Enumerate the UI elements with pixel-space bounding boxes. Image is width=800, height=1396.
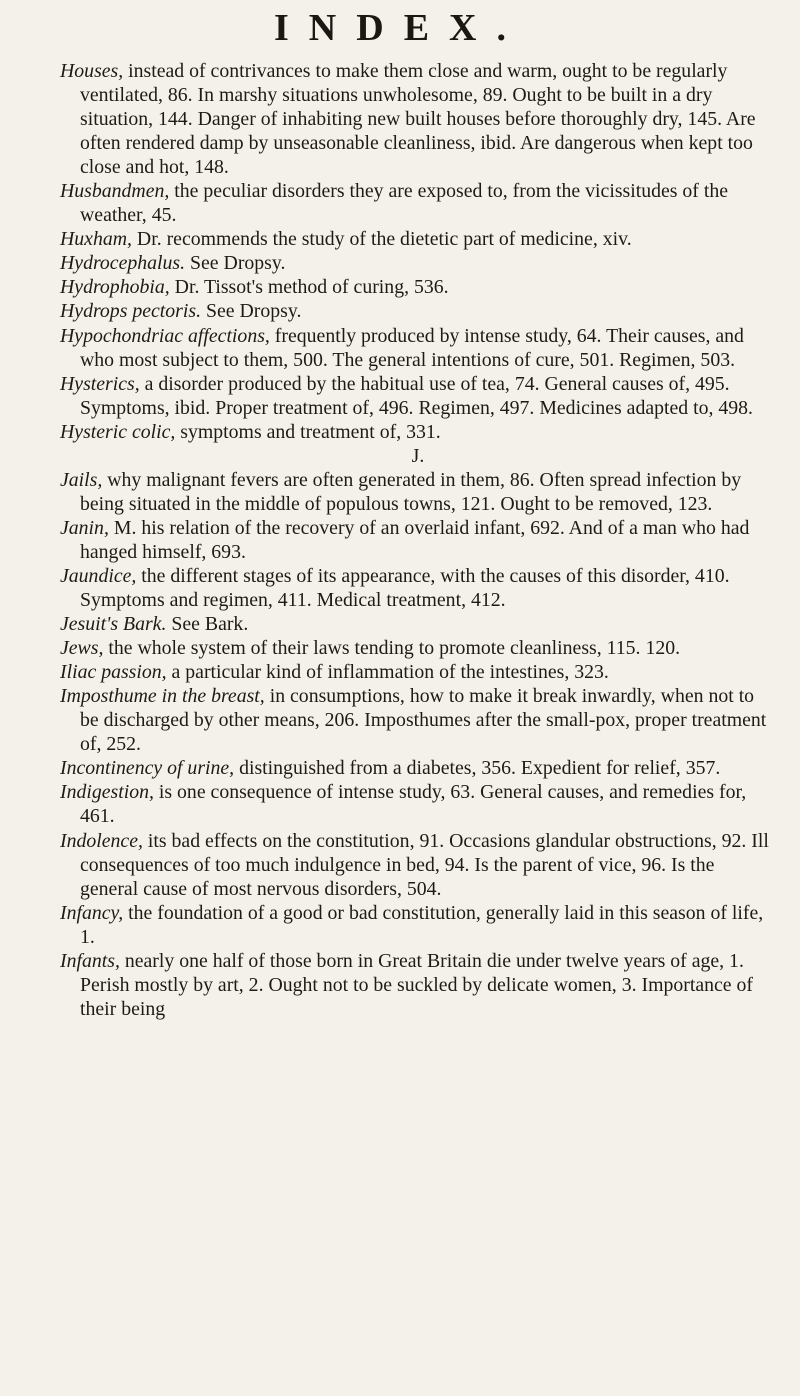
index-entry (60, 299, 776, 323)
index-entry (60, 227, 776, 251)
index-entry (60, 251, 776, 275)
section-letter: J. (411, 444, 425, 467)
index-entry (60, 901, 776, 949)
entry-text: the whole system of their laws tending to promote cleanliness, 115. 120. (103, 637, 681, 660)
entry-text: Dr. recommends the study of the dietetic part of medicine, xiv. (131, 228, 632, 251)
entry-text: symptoms and treatment of, 331. (175, 420, 441, 443)
index-entry (60, 372, 776, 420)
entry-term: Hysteric colic, (60, 420, 176, 443)
index-entry (60, 949, 776, 1021)
entry-text: See Dropsy. (201, 300, 302, 323)
entry-text: nearly one half of those born in Great Britain die under twelve years of age, 1. Perish mostly by art, 2. Ought not to be suckled by delicate women, 3. Importance of their being (80, 949, 753, 1020)
index-entries (60, 59, 776, 1021)
index-entry (60, 59, 776, 179)
entry-text: why malignant fevers are often generated in them, 86. Often spread infection by being situated in the middle of populous towns, 121. Ought to be removed, 123. (80, 468, 742, 515)
entry-term: Infants, (60, 949, 120, 972)
index-entry (60, 324, 776, 372)
entry-term: Jesuit's Bark. (60, 613, 167, 636)
entry-term: Jaundice, (60, 564, 137, 587)
entry-text: a particular kind of inflammation of the intestines, 323. (166, 661, 609, 684)
index-entry (60, 636, 776, 660)
entry-term: Huxham, (60, 228, 132, 251)
entry-text: See Dropsy. (185, 252, 286, 275)
entry-text: a disorder produced by the habitual use of tea, 74. General causes of, 495. Symptoms, ibid. Proper treatment of, 496. Regimen, 497. Medicines adapted to, 498. (80, 372, 754, 419)
entry-text: the different stages of its appearance, with the causes of this disorder, 410. Symptoms and regimen, 411. Medical treatment, 412. (80, 564, 730, 612)
entry-term: Incontinency of urine, (60, 757, 235, 780)
index-entry (60, 829, 776, 901)
index-entry (60, 780, 776, 828)
entry-text: is one consequence of intense study, 63. General causes, and remedies for, 461. (80, 781, 747, 828)
entry-term: Hydrops pectoris. (60, 300, 202, 323)
entry-text: the peculiar disorders they are exposed to, from the vicissitudes of the weather, 45. (80, 180, 728, 227)
entry-term: Infancy, (60, 901, 124, 924)
entry-text: instead of contrivances to make them close and warm, ought to be regularly ventilated, 86. In marshy situations unwholesome, 89. Ought to be built in a dry situation, 144. Danger of inhabiting new built houses before thoroughly dry, 145. Are often rendered damp by unseasonable cleanliness, ibid. Are dangerous when kept too close and hot, 148. (80, 60, 756, 179)
entry-term: Jews, (60, 637, 104, 660)
entry-text: Dr. Tissot's method of curing, 536. (169, 276, 449, 299)
entry-term: Hydrocephalus. (60, 252, 186, 275)
entry-term: Hypochondriac affections, (60, 324, 270, 347)
entry-text: M. his relation of the recovery of an overlaid infant, 692. And of a man who had hanged himself, 693. (80, 516, 750, 563)
index-entry (60, 516, 776, 564)
entry-term: Iliac passion, (60, 661, 167, 684)
index-entry (60, 275, 776, 299)
index-entry (60, 660, 776, 684)
index-entry (60, 468, 776, 516)
page-heading: INDEX. (274, 7, 526, 49)
entry-term: Husbandmen, (60, 180, 170, 203)
index-entry (60, 684, 776, 756)
index-entry (60, 612, 776, 636)
index-entry (60, 179, 776, 227)
entry-term: Indolence, (60, 829, 143, 852)
entry-term: Hysterics, (60, 372, 140, 395)
entry-term: Houses, (60, 60, 124, 82)
entry-term: Janin, (60, 516, 109, 539)
entry-term: Indigestion, (60, 781, 154, 804)
entry-text: distinguished from a diabetes, 356. Expedient for relief, 357. (234, 757, 721, 780)
entry-term: Hydrophobia, (60, 276, 170, 299)
entry-text: the foundation of a good or bad constitution, generally laid in this season of life, 1. (80, 901, 764, 948)
entry-text: frequently produced by intense study, 64. Their causes, and who most subject to them, 500. The general intentions of cure, 501. Regimen, 503. (80, 324, 744, 371)
entry-text: See Bark. (166, 613, 249, 636)
entry-text: its bad effects on the constitution, 91. Occasions glandular obstructions, 92. Ill consequences of too much indulgence in bed, 94. Is the parent of vice, 96. Is the general cause of most nervous disorders, 504. (80, 829, 769, 900)
entry-term: Jails, (60, 468, 103, 491)
entry-text: in consumptions, how to make it break inwardly, when not to be discharged by other means, 206. Imposthumes after the small-pox, proper treatment of, 252. (80, 685, 767, 756)
entry-term: Imposthume in the breast, (60, 685, 265, 708)
index-entry (60, 564, 776, 612)
index-entry (60, 420, 776, 444)
index-entry (60, 756, 776, 780)
